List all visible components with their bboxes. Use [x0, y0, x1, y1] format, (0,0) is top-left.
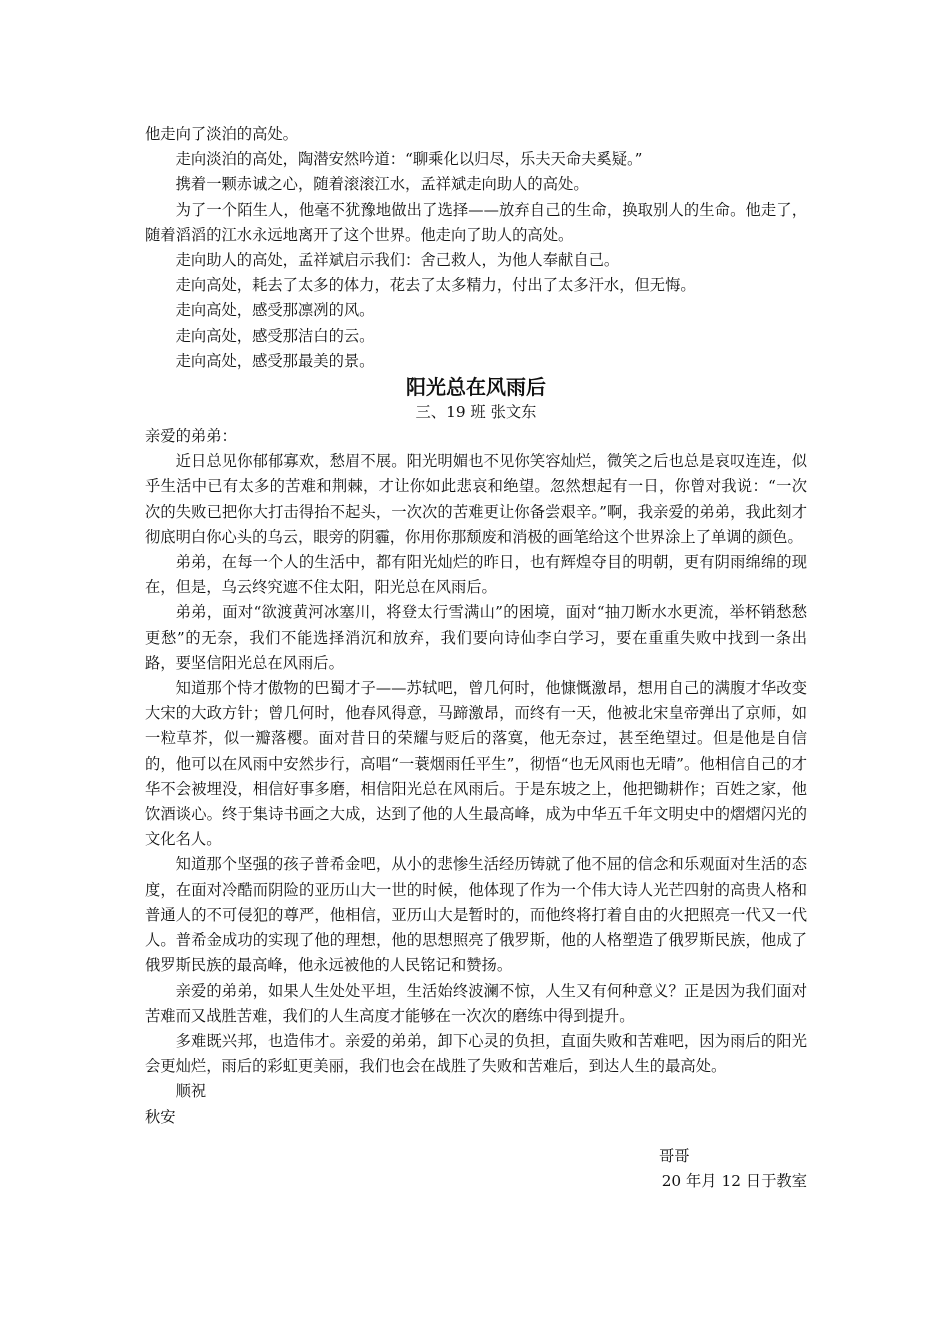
essay-title: 阳光总在风雨后 [406, 375, 546, 400]
letter-signer [145, 1144, 807, 1169]
essay-byline: 三、19 班 张文东 [415, 403, 537, 422]
letter-salutation: 亲爱的弟弟： [145, 427, 237, 446]
previous-essay-paragraph: 携着一颗赤诚之心，随着滚滚江水，孟祥斌走向助人的高处。 [175, 175, 589, 194]
document-page [145, 122, 807, 1194]
letter-closing-greeting: 秋安 [145, 1107, 176, 1126]
letter-date: 20 年月 12 日于教室 [661, 1171, 807, 1190]
essay-paragraph: 近日总见你郁郁寡欢，愁眉不展。阳光明媚也不见你笑容灿烂，微笑之后也总是哀叹连连，似乎生活中已有太多的苦难和荆棘，才让你如此悲哀和绝望。忽然想起有一日，你曾对我说：“一次次的失败已把你大打击得抬不起头，一次次的苦难更让你备尝艰辛。”啊，我亲爱的弟弟，我此刻才彻底明白你心头的乌云，眼旁的阴霾，你用你那颓废和消极的画笔给这个世界涂上了单调的颜色。 [145, 452, 807, 546]
signature-block [145, 1144, 807, 1194]
essay-paragraph: 亲爱的弟弟，如果人生处处平坦，生活始终波澜不惊，人生又有何种意义？正是因为我们面对苦难而又战胜苦难，我们的人生高度才能够在一次次的磨练中得到提升。 [145, 981, 807, 1025]
essay-paragraph: 弟弟，面对“欲渡黄河冰塞川，将登太行雪满山”的困境，面对“抽刀断水水更流，举杯销愁愁更愁”的无奈，我们不能选择消沉和放弃，我们要向诗仙李白学习，要在重重失败中找到一条出路，要坚信阳光总在风雨后。 [145, 603, 807, 672]
previous-essay-paragraph: 走向高处，感受那最美的景。 [175, 351, 375, 370]
previous-essay-paragraph: 走向高处，感受那洁白的云。 [175, 326, 375, 345]
previous-essay-paragraph: 他走向了淡泊的高处。 [145, 125, 298, 143]
signer-name: 哥哥 [659, 1146, 690, 1165]
previous-essay-paragraph: 走向高处，感受那凛冽的风。 [175, 301, 375, 320]
essay-paragraph: 多难既兴邦，也造伟才。亲爱的弟弟，卸下心灵的负担，直面失败和苦难吧，因为雨后的阳光会更灿烂，雨后的彩虹更美丽，我们也会在战胜了失败和苦难后，到达人生的最高处。 [145, 1031, 807, 1076]
previous-essay-paragraph: 为了一个陌生人，他毫不犹豫地做出了选择——放弃自己的生命，换取别人的生命。他走了，随着滔滔的江水永远地离开了这个世界。他走向了助人的高处。 [145, 200, 807, 244]
essay-paragraph: 弟弟，在每一个人的生活中，都有阳光灿烂的昨日，也有辉煌夺目的明朝，更有阴雨绵绵的现在，但是，乌云终究遮不住太阳，阳光总在风雨后。 [145, 553, 807, 597]
letter-closing-wish: 顺祝 [175, 1082, 207, 1101]
essay-paragraph: 知道那个坚强的孩子普希金吧，从小的悲惨生活经历铸就了他不屈的信念和乐观面对生活的态度，在面对冷酷而阴险的亚历山大一世的时候，他体现了作为一个伟大诗人光芒四射的高贵人格和普通人的不可侵犯的尊严，他相信，亚历山大是暂时的，而他终将打着自由的火把照亮一代又一代人。普希金成功的实现了他的理想，他的思想照亮了俄罗斯，他的人格塑造了俄罗斯民族，他成了俄罗斯民族的最高峰，他永远被他的人民铭记和赞扬。 [145, 855, 807, 975]
previous-essay-paragraph: 走向助人的高处，孟祥斌启示我们：舍己救人，为他人奉献自己。 [175, 251, 620, 270]
previous-essay-paragraph: 走向高处，耗去了太多的体力，花去了太多精力，付出了太多汗水，但无悔。 [175, 276, 696, 295]
previous-essay-paragraph: 走向淡泊的高处，陶潜安然吟道：“聊乘化以归尽，乐夫天命夫奚疑。” [175, 150, 643, 169]
essay-paragraph: 知道那个恃才傲物的巴蜀才子——苏轼吧，曾几何时，他慷慨激昂，想用自己的满腹才华改变大宋的大政方针；曾几何时，他春风得意，马蹄激昂，而终有一天，他被北宋皇帝弹出了京师，如一粒草芥，似一瓣落樱。面对昔日的荣耀与贬后的落寞，他无奈过，甚至绝望过。但是他是自信的，他可以在风雨中安然步行，高唱“一蓑烟雨任平生”，彻悟“也无风雨也无晴”。他相信自己的才华不会被埋没，相信好事多磨，相信阳光总在风雨后。于是东坡之上，他把锄耕作；百姓之家，他饮酒谈心。终于集诗书画之大成，达到了他的人生最高峰，成为中华五千年文明史中的熠熠闪光的文化名人。 [145, 679, 807, 849]
